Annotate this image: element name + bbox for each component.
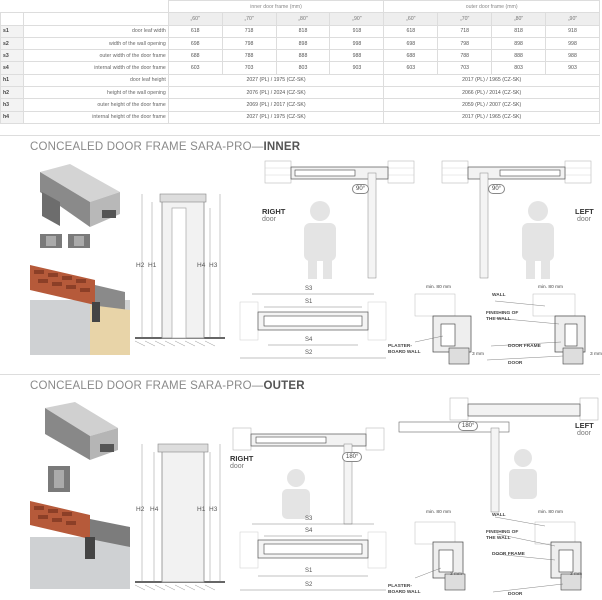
dimension-label: H1 [197, 506, 206, 513]
row-code: s1 [1, 25, 24, 37]
table-cell: 2059 (PL) / 2007 (CZ-SK) [384, 99, 600, 111]
table-cell: 998 [330, 37, 384, 49]
wall-cutaway-image [30, 260, 130, 355]
gap-mm-label: 3 mm [590, 352, 602, 357]
gap-mm-label: 3 mm [472, 352, 484, 357]
finishing-label: FINISHING OF THE WALL [486, 530, 519, 541]
table-row [1, 25, 600, 37]
frame-elevation-drawing [130, 420, 230, 590]
table-row [1, 62, 600, 74]
size-header: „70" [222, 13, 276, 25]
right-door-label: RIGHT [262, 207, 286, 216]
table-cell: 703 [222, 62, 276, 74]
row-description: internal width of the door frame [23, 62, 168, 74]
door-label: DOOR [508, 361, 523, 366]
table-cell: 903 [546, 62, 600, 74]
right-door-label: RIGHT [230, 454, 254, 463]
section-title-outer: CONCEALED DOOR FRAME SARA-PRO—OUTER [30, 380, 305, 392]
table-cell: 898 [276, 37, 330, 49]
gap-mm-label: 3 mm [450, 572, 462, 577]
dimension-label: S1 [305, 299, 313, 305]
left-door-plan-drawing [430, 155, 600, 280]
gap-label: min. 80 mm [538, 285, 564, 290]
table-cell: 2069 (PL) / 2017 (CZ-SK) [168, 99, 384, 111]
wall-cutaway-image [30, 497, 130, 589]
table-cell: 798 [438, 37, 492, 49]
size-header: „90" [546, 13, 600, 25]
table-cell: 618 [384, 25, 438, 37]
dimension-label: S2 [305, 350, 313, 356]
dimensions-table [0, 0, 600, 124]
left-door-label: LEFT [575, 421, 594, 430]
table-cell: 618 [168, 25, 222, 37]
dimension-label: S3 [305, 516, 313, 522]
table-cell: 2027 (PL) / 1975 (CZ-SK) [168, 111, 384, 123]
table-row [1, 99, 600, 111]
table-cell: 888 [492, 50, 546, 62]
door-frame-label: DOOR FRAME [492, 552, 525, 557]
dimension-label: H3 [209, 262, 218, 269]
dimension-label: H2 [136, 262, 145, 269]
dimension-label: H4 [197, 262, 206, 269]
table-cell: 2066 (PL) / 2014 (CZ-SK) [384, 87, 600, 99]
table-cell: 703 [438, 62, 492, 74]
table-cell: 2017 (PL) / 1965 (CZ-SK) [384, 111, 600, 123]
section-title-inner: CONCEALED DOOR FRAME SARA-PRO—INNER [30, 141, 301, 153]
row-description: door leaf width [23, 25, 168, 37]
dimension-label: S4 [305, 337, 313, 343]
table-cell: 698 [384, 37, 438, 49]
table-cell: 918 [546, 25, 600, 37]
table-cell: 788 [222, 50, 276, 62]
table-cell: 688 [384, 50, 438, 62]
size-header: „60" [168, 13, 222, 25]
table-cell: 918 [330, 25, 384, 37]
dimension-label: S2 [305, 582, 313, 588]
row-code: h4 [1, 111, 24, 123]
right-door-sublabel: door [262, 216, 277, 223]
dimension-label: H3 [209, 506, 218, 513]
dimension-label: S3 [305, 286, 313, 292]
row-description: width of the wall opening [23, 37, 168, 49]
dimension-label: H2 [136, 506, 145, 513]
size-header: „70" [438, 13, 492, 25]
width-dimension-drawing [238, 506, 388, 598]
table-cell: 818 [492, 25, 546, 37]
row-code: h1 [1, 74, 24, 86]
table-cell: 988 [330, 50, 384, 62]
table-cell: 603 [384, 62, 438, 74]
size-header: „90" [330, 13, 384, 25]
gap-mm-label: 3 mm [570, 572, 582, 577]
left-door-sublabel: door [577, 430, 592, 437]
left-door-sublabel: door [577, 216, 592, 223]
table-cell: 2027 (PL) / 1975 (CZ-SK) [168, 74, 384, 86]
gap-label: min. 80 mm [426, 510, 452, 515]
right-door-plan-drawing [260, 155, 430, 280]
dimension-label: H1 [148, 262, 157, 269]
table-cell: 2076 (PL) / 2024 (CZ-SK) [168, 87, 384, 99]
dimension-label: H4 [150, 506, 159, 513]
size-header: „80" [276, 13, 330, 25]
wall-label: WALL [492, 513, 506, 518]
door-label: DOOR [508, 592, 523, 597]
table-row [1, 87, 600, 99]
table-cell: 898 [492, 37, 546, 49]
angle-label: 90° [352, 184, 369, 194]
gap-label: min. 80 mm [426, 285, 452, 290]
row-code: s3 [1, 50, 24, 62]
angle-label: 180° [458, 421, 478, 431]
angle-label: 180° [342, 452, 362, 462]
left-door-plan-drawing [395, 388, 600, 513]
frame-profile-3d-image [30, 400, 130, 495]
plasterboard-label: PLASTER-BOARD WALL [388, 344, 421, 355]
row-description: height of the wall opening [23, 87, 168, 99]
plasterboard-label: PLASTER-BOARD WALL [388, 584, 421, 595]
table-cell: 988 [546, 50, 600, 62]
table-cell: 698 [168, 37, 222, 49]
dimension-label: S1 [305, 568, 313, 574]
size-header: „60" [384, 13, 438, 25]
row-description: outer width of the door frame [23, 50, 168, 62]
table-cell: 998 [546, 37, 600, 49]
row-code: s2 [1, 37, 24, 49]
table-row [1, 74, 600, 86]
table-cell: 803 [276, 62, 330, 74]
table-cell: 2017 (PL) / 1965 (CZ-SK) [384, 74, 600, 86]
row-code: s4 [1, 62, 24, 74]
row-description: door leaf height [23, 74, 168, 86]
gap-label: min. 80 mm [538, 510, 564, 515]
angle-label: 90° [488, 184, 505, 194]
table-cell: 718 [438, 25, 492, 37]
table-cell: 903 [330, 62, 384, 74]
table-cell: 888 [276, 50, 330, 62]
table-cell: 818 [276, 25, 330, 37]
table-cell: 803 [492, 62, 546, 74]
row-description: internal height of the door frame [23, 111, 168, 123]
width-dimension-drawing [238, 282, 388, 372]
table-row [1, 111, 600, 123]
table-cell: 688 [168, 50, 222, 62]
table-row [1, 37, 600, 49]
table-row [1, 50, 600, 62]
dimension-label: S4 [305, 528, 313, 534]
table-cell: 788 [438, 50, 492, 62]
right-door-sublabel: door [230, 463, 245, 470]
door-frame-label: DOOR FRAME [508, 344, 541, 349]
inner-group-header: inner door frame (mm) [168, 1, 384, 13]
left-door-label: LEFT [575, 207, 594, 216]
frame-profile-3d-image [30, 162, 130, 257]
finishing-label: FINISHING OF THE WALL [486, 311, 519, 322]
row-description: outer height of the door frame [23, 99, 168, 111]
row-code: h2 [1, 87, 24, 99]
outer-group-header: outer door frame (mm) [384, 1, 600, 13]
section-divider [0, 374, 600, 375]
table-cell: 603 [168, 62, 222, 74]
table-cell: 718 [222, 25, 276, 37]
wall-label: WALL [492, 293, 506, 298]
section-divider [0, 135, 600, 136]
row-code: h3 [1, 99, 24, 111]
size-header-row [1, 13, 600, 25]
size-header: „80" [492, 13, 546, 25]
table-cell: 798 [222, 37, 276, 49]
